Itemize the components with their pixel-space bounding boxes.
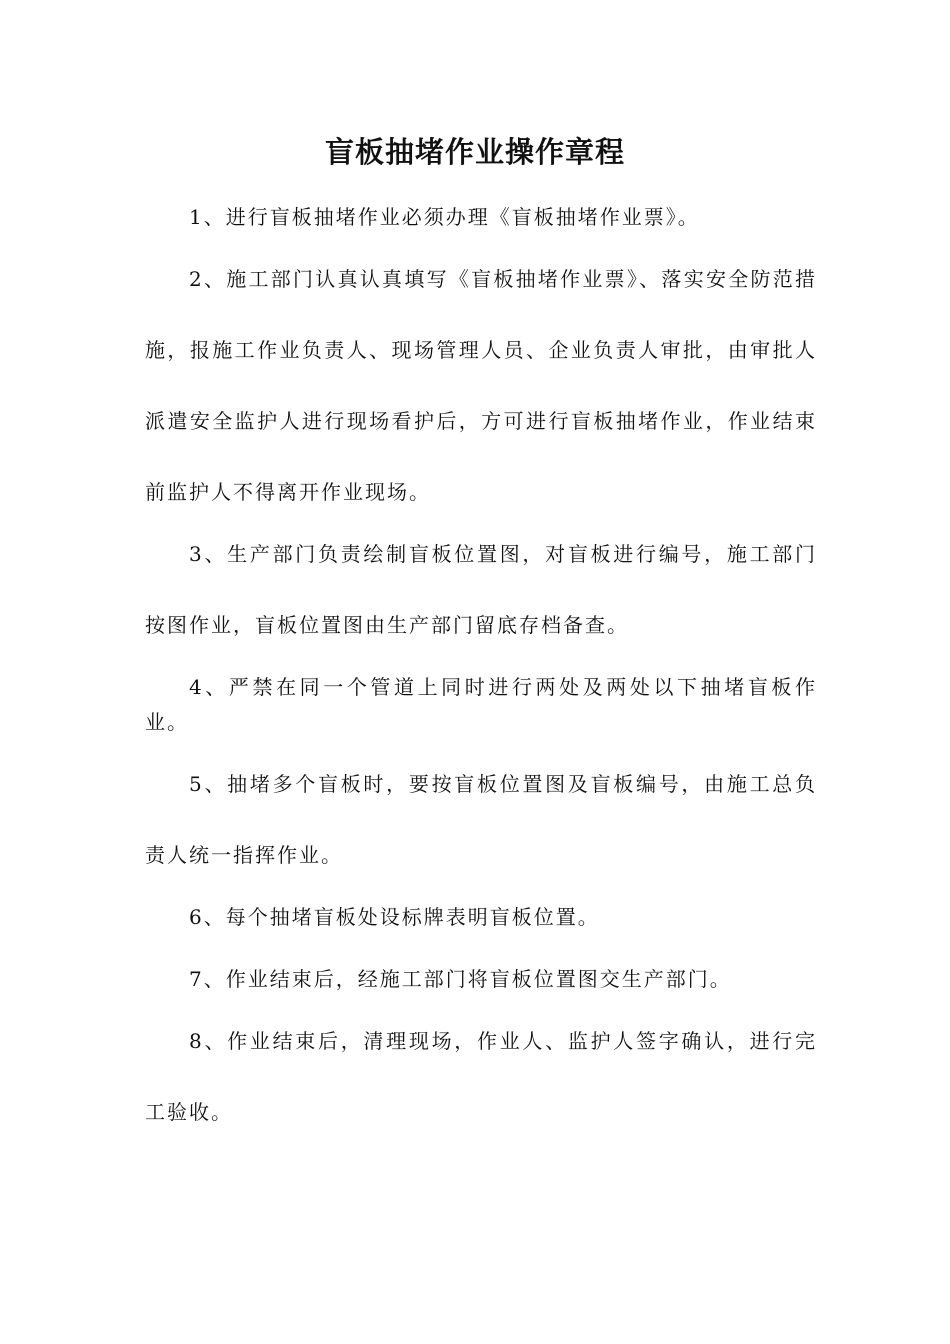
paragraph-4: 4、严禁在同一个管道上同时进行两处及两处以下抽堵盲板作业。	[145, 675, 817, 734]
paragraph-2: 2、施工部门认真认真填写《盲板抽堵作业票》、落实安全防范措施，报施工作业负责人、现场管理人员、企业负责人审批，由审批人派遣安全监护人进行现场看护后，方可进行盲板抽堵作业，作业结束前监护人不得离开作业现场。	[145, 267, 817, 504]
document-title: 盲板抽堵作业操作章程	[324, 135, 625, 169]
paragraph-1: 1、进行盲板抽堵作业必须办理《盲板抽堵作业票》。	[189, 205, 700, 229]
paragraph-7: 7、作业结束后，经施工部门将盲板位置图交生产部门。	[189, 967, 732, 991]
paragraph-3: 3、生产部门负责绘制盲板位置图，对盲板进行编号，施工部门按图作业，盲板位置图由生产部门留底存档备查。	[145, 542, 817, 637]
paragraph-5: 5、抽堵多个盲板时，要按盲板位置图及盲板编号，由施工总负责人统一指挥作业。	[145, 772, 817, 867]
document-body	[145, 200, 817, 1157]
paragraph-8: 8、作业结束后，清理现场，作业人、监护人签字确认，进行完工验收。	[145, 1029, 817, 1124]
paragraph-6: 6、每个抽堵盲板处设标牌表明盲板位置。	[189, 905, 600, 929]
